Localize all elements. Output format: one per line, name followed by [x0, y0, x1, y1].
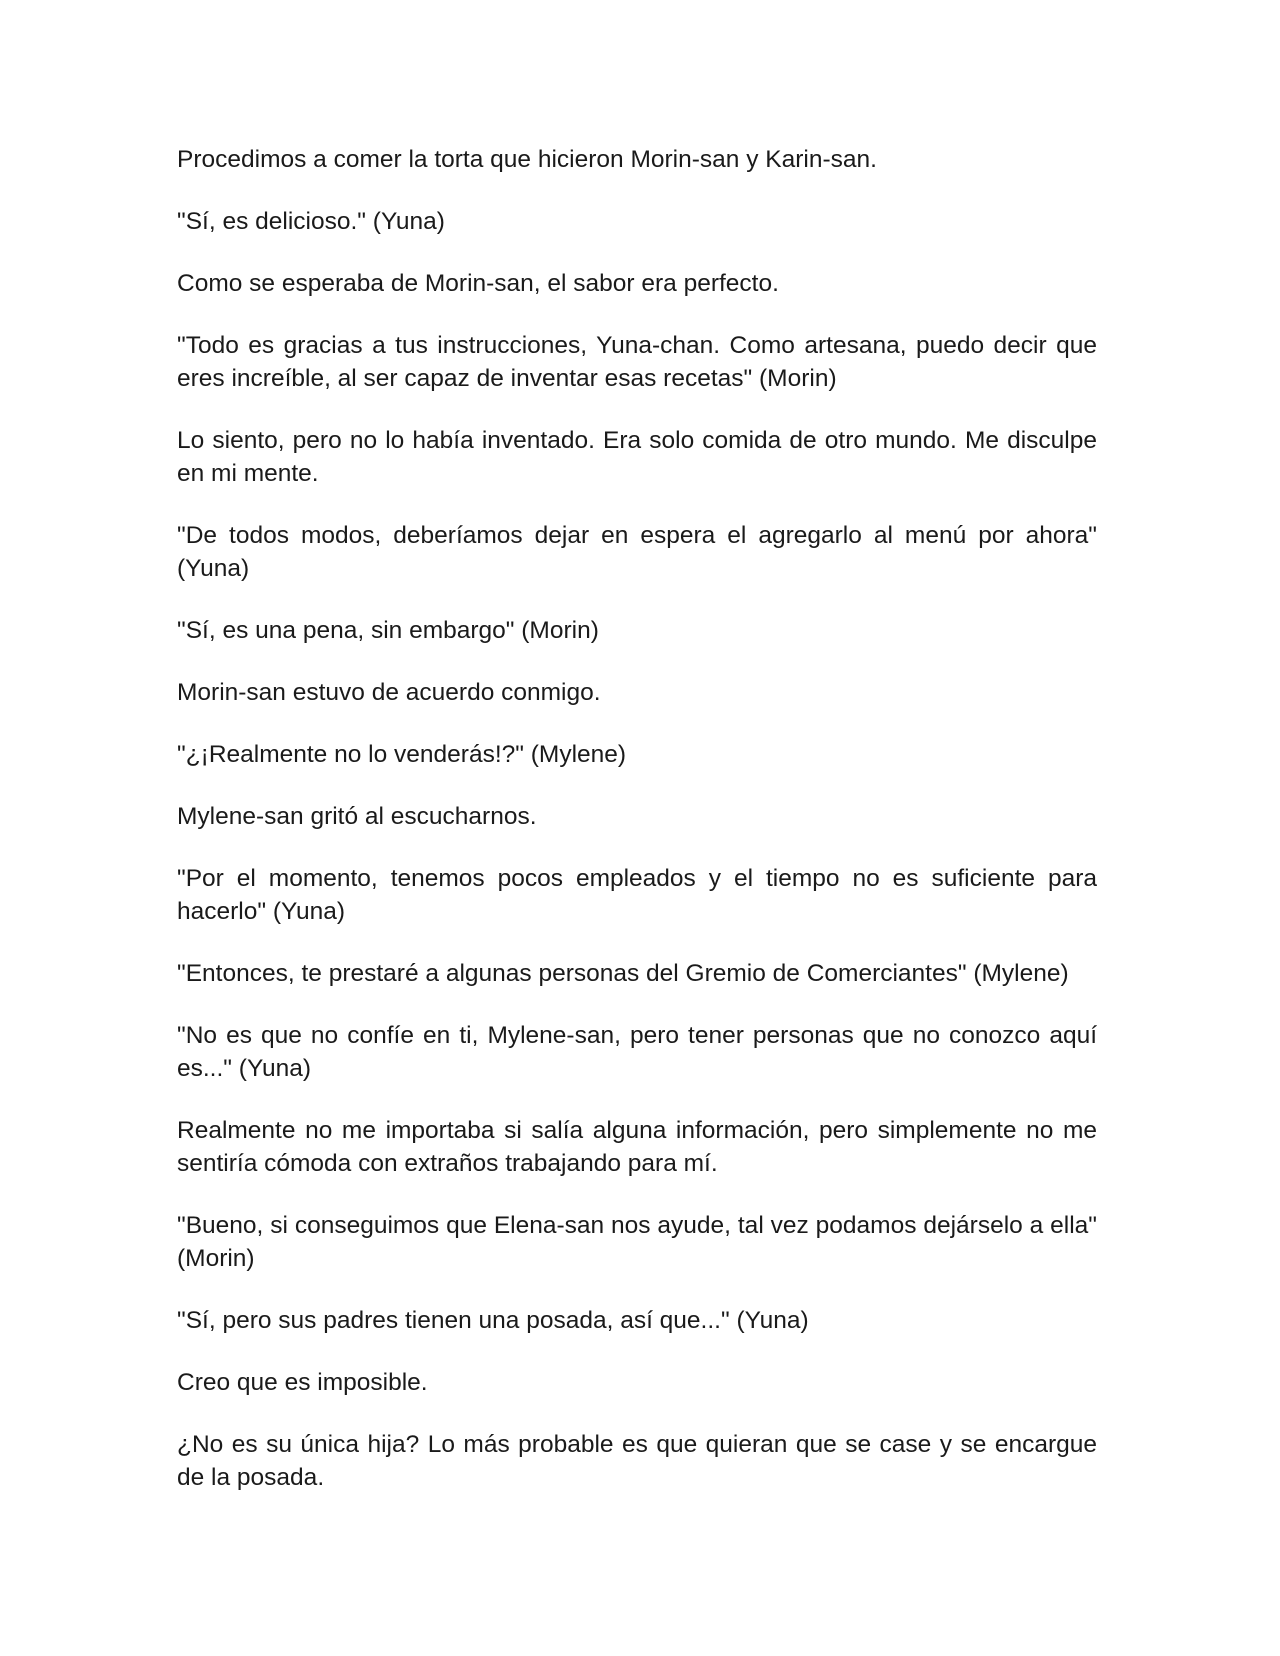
document-body [177, 143, 1097, 1523]
paragraph: Mylene-san gritó al escucharnos. [177, 803, 537, 830]
paragraph: Procedimos a comer la torta que hicieron Morin-san y Karin-san. [177, 146, 877, 173]
paragraph: "Bueno, si conseguimos que Elena-san nos ayude, tal vez podamos dejárselo a ella" (Morin) [177, 1212, 1097, 1272]
paragraph: ¿No es su única hija? Lo más probable es que quieran que se case y se encargue de la posada. [177, 1431, 1097, 1491]
paragraph: Realmente no me importaba si salía alguna información, pero simplemente no me sentiría cómoda con extraños trabajando para mí. [177, 1117, 1097, 1177]
paragraph: "Por el momento, tenemos pocos empleados y el tiempo no es suficiente para hacerlo" (Yuna) [177, 865, 1097, 925]
paragraph: Morin-san estuvo de acuerdo conmigo. [177, 679, 601, 706]
paragraph: "Sí, es delicioso." (Yuna) [177, 208, 445, 235]
paragraph: "Entonces, te prestaré a algunas personas del Gremio de Comerciantes" (Mylene) [177, 960, 1069, 987]
paragraph: "Sí, es una pena, sin embargo" (Morin) [177, 617, 599, 644]
paragraph: "¿¡Realmente no lo venderás!?" (Mylene) [177, 741, 627, 768]
paragraph: "No es que no confíe en ti, Mylene-san, pero tener personas que no conozco aquí es..." (Yuna) [177, 1022, 1097, 1082]
paragraph: Como se esperaba de Morin-san, el sabor era perfecto. [177, 270, 779, 297]
paragraph: "De todos modos, deberíamos dejar en espera el agregarlo al menú por ahora" (Yuna) [177, 522, 1097, 582]
paragraph: "Todo es gracias a tus instrucciones, Yuna-chan. Como artesana, puedo decir que eres increíble, al ser capaz de inventar esas recetas" (Morin) [177, 332, 1097, 392]
paragraph: Lo siento, pero no lo había inventado. Era solo comida de otro mundo. Me disculpe en mi mente. [177, 427, 1097, 487]
paragraph: Creo que es imposible. [177, 1369, 428, 1396]
paragraph: "Sí, pero sus padres tienen una posada, así que..." (Yuna) [177, 1307, 809, 1334]
